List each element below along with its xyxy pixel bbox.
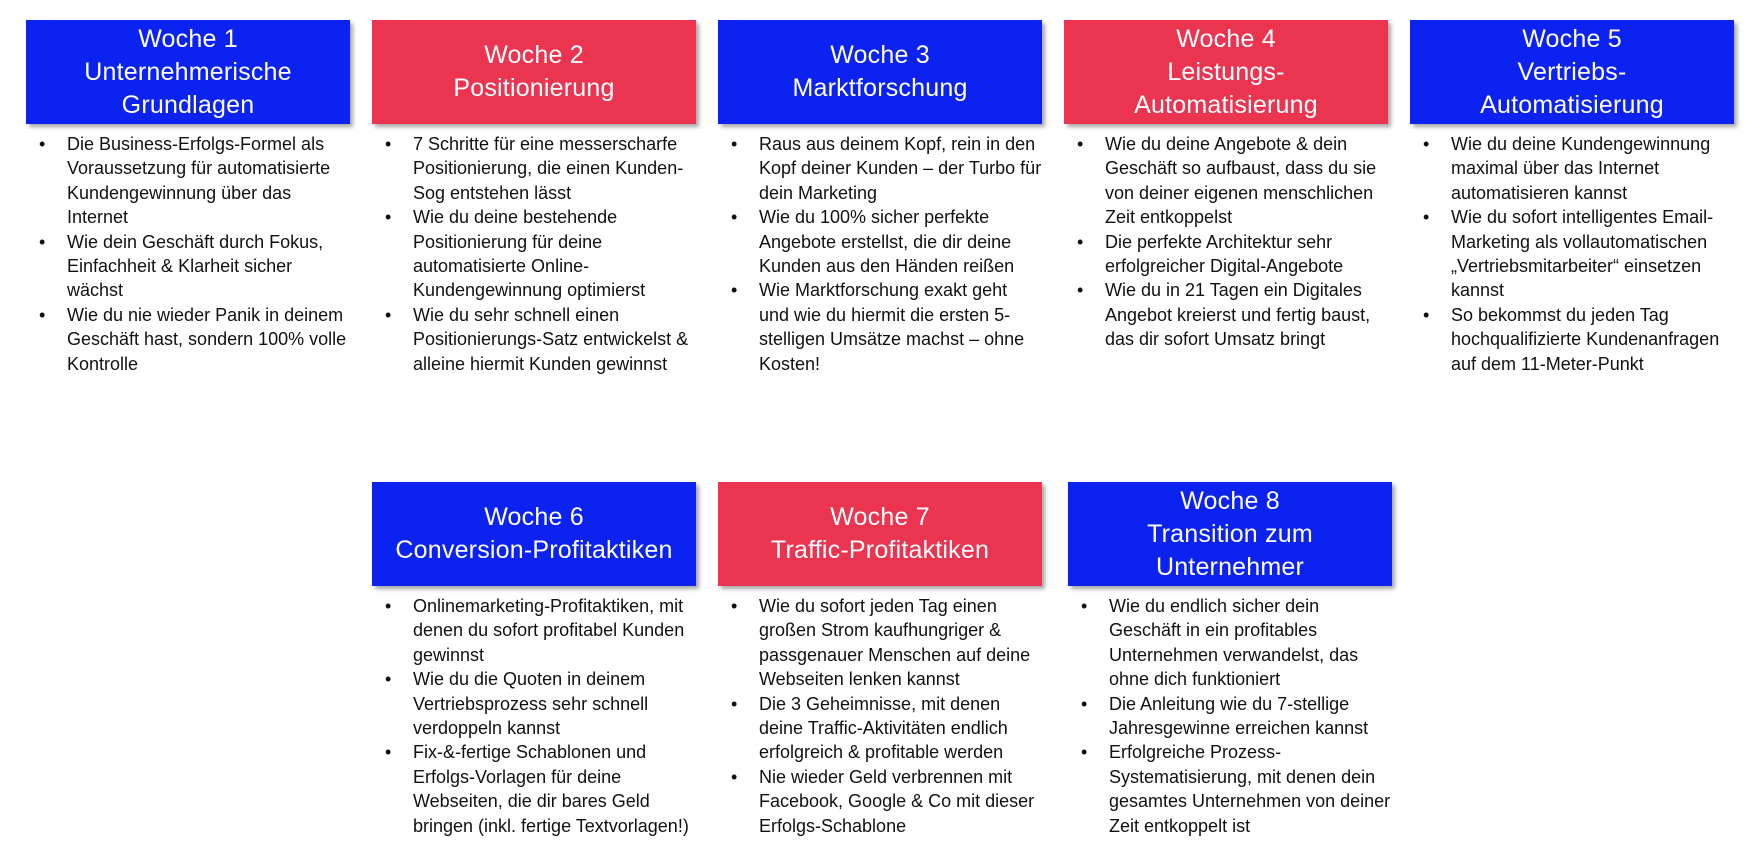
week-3-header (718, 20, 1042, 124)
week-5-title-line: Vertriebs- (1517, 57, 1627, 86)
week-5-bullet-list (1410, 132, 1734, 376)
week-8-title-line: Transition zum (1147, 519, 1313, 548)
week-1-title-line: Woche 1 (138, 24, 238, 53)
week-1-bullet: • Wie du nie wieder Panik in deinem Geschäft hast, sondern 100% volle Kontrolle (26, 303, 350, 376)
week-1-title-line: Unternehmerische (84, 57, 292, 86)
week-6-title-line: Woche 6 (484, 503, 584, 531)
week-6-title-line: Conversion-Profitaktiken (395, 536, 673, 564)
week-2-bullet: • 7 Schritte für eine messerscharfe Positionierung, die einen Kunden-Sog entstehen lässt (372, 132, 696, 205)
week-6-bullet-list (372, 594, 696, 838)
week-3-bullet-list (718, 132, 1042, 376)
week-8-header (1068, 482, 1392, 586)
week-6-bullet: • Fix-&-fertige Schablonen und Erfolgs-Vorlagen für deine Webseiten, die dir bares Geld bringen (inkl. fertige Textvorlagen!) (372, 740, 696, 838)
week-7-title-line: Traffic-Profitaktiken (770, 536, 990, 564)
week-3-bullet: • Raus aus deinem Kopf, rein in den Kopf deiner Kunden – der Turbo für dein Marketing (718, 132, 1042, 205)
week-5-title-line: Automatisierung (1480, 90, 1664, 119)
week-7-card (718, 482, 1042, 838)
week-2-bullet: • Wie du deine bestehende Positionierung für deine automatisierte Online-Kundengewinnung optimierst (372, 205, 696, 303)
week-7-bullet: • Nie wieder Geld verbrennen mit Facebook, Google & Co mit dieser Erfolgs-Schablone (718, 765, 1042, 838)
week-5-header (1410, 20, 1734, 124)
week-2-bullet: • Wie du sehr schnell einen Positionierungs-Satz entwickelst & alleine hiermit Kunden gewinnst (372, 303, 696, 376)
week-3-bullet: • Wie du 100% sicher perfekte Angebote erstellst, die dir deine Kunden aus den Händen reißen (718, 205, 1042, 278)
week-2-title-line: Positionierung (453, 74, 615, 102)
week-1-bullet-list (26, 132, 350, 376)
week-7-header (718, 482, 1042, 586)
week-1-title-line: Grundlagen (121, 90, 255, 119)
week-4-bullet-list (1064, 132, 1388, 352)
week-6-bullet: • Wie du die Quoten in deinem Vertriebsprozess sehr schnell verdoppeln kannst (372, 667, 696, 740)
week-2-card (372, 20, 696, 376)
week-7-bullet-list (718, 594, 1042, 838)
week-5-card (1410, 20, 1734, 376)
week-6-header (372, 482, 696, 586)
week-8-bullet: • Erfolgreiche Prozess-Systematisierung, mit denen dein gesamtes Unternehmen von deiner Zeit entkoppelt ist (1068, 740, 1392, 838)
week-4-header (1064, 20, 1388, 124)
week-5-title-line: Woche 5 (1522, 24, 1622, 53)
week-2-bullet-list (372, 132, 696, 376)
week-1-card (26, 20, 350, 376)
week-3-title-line: Marktforschung (792, 74, 968, 102)
week-7-bullet: • Wie du sofort jeden Tag einen großen Strom kaufhungriger & passgenauer Menschen auf deine Webseiten lenken kannst (718, 594, 1042, 692)
week-1-bullet: • Wie dein Geschäft durch Fokus, Einfachheit & Klarheit sicher wächst (26, 230, 350, 303)
week-3-card (718, 20, 1042, 376)
week-8-bullet: • Die Anleitung wie du 7-stellige Jahresgewinne erreichen kannst (1068, 692, 1392, 741)
week-2-header (372, 20, 696, 124)
week-4-bullet: • Die perfekte Architektur sehr erfolgreicher Digital-Angebote (1064, 230, 1388, 279)
week-4-title-line: Woche 4 (1176, 24, 1276, 53)
week-3-bullet: • Wie Marktforschung exakt geht und wie du hiermit die ersten 5-stelligen Umsätze machst – ohne Kosten! (718, 278, 1042, 376)
week-3-title-line: Woche 3 (830, 41, 930, 69)
week-5-bullet: • Wie du deine Kundengewinnung maximal über das Internet automatisieren kannst (1410, 132, 1734, 205)
week-8-card (1068, 482, 1392, 838)
week-7-bullet: • Die 3 Geheimnisse, mit denen deine Traffic-Aktivitäten endlich erfolgreich & profitable werden (718, 692, 1042, 765)
week-5-bullet: • So bekommst du jeden Tag hochqualifizierte Kundenanfragen auf dem 11-Meter-Punkt (1410, 303, 1734, 376)
week-4-card (1064, 20, 1388, 352)
week-2-title-line: Woche 2 (484, 41, 584, 69)
week-8-title-line: Unternehmer (1155, 552, 1305, 581)
week-8-bullet: • Wie du endlich sicher dein Geschäft in ein profitables Unternehmen verwandelst, das ohne dich funktioniert (1068, 594, 1392, 692)
week-6-card (372, 482, 696, 838)
week-1-header (26, 20, 350, 124)
week-8-bullet-list (1068, 594, 1392, 838)
week-4-bullet: • Wie du in 21 Tagen ein Digitales Angebot kreierst und fertig baust, das dir sofort Umsatz bringt (1064, 278, 1388, 351)
week-7-title-line: Woche 7 (830, 503, 930, 531)
week-4-bullet: • Wie du deine Angebote & dein Geschäft so aufbaust, dass du sie von deiner eigenen menschlichen Zeit entkoppelst (1064, 132, 1388, 230)
week-1-bullet: • Die Business-Erfolgs-Formel als Voraussetzung für automatisierte Kundengewinnung über das Internet (26, 132, 350, 230)
week-4-title-line: Automatisierung (1134, 90, 1318, 119)
week-5-bullet: • Wie du sofort intelligentes Email-Marketing als vollautomatischen „Vertriebsmitarbeiter“ einsetzen kannst (1410, 205, 1734, 303)
week-4-title-line: Leistungs- (1167, 57, 1285, 86)
week-6-bullet: • Onlinemarketing-Profitaktiken, mit denen du sofort profitabel Kunden gewinnst (372, 594, 696, 667)
week-8-title-line: Woche 8 (1180, 486, 1280, 515)
